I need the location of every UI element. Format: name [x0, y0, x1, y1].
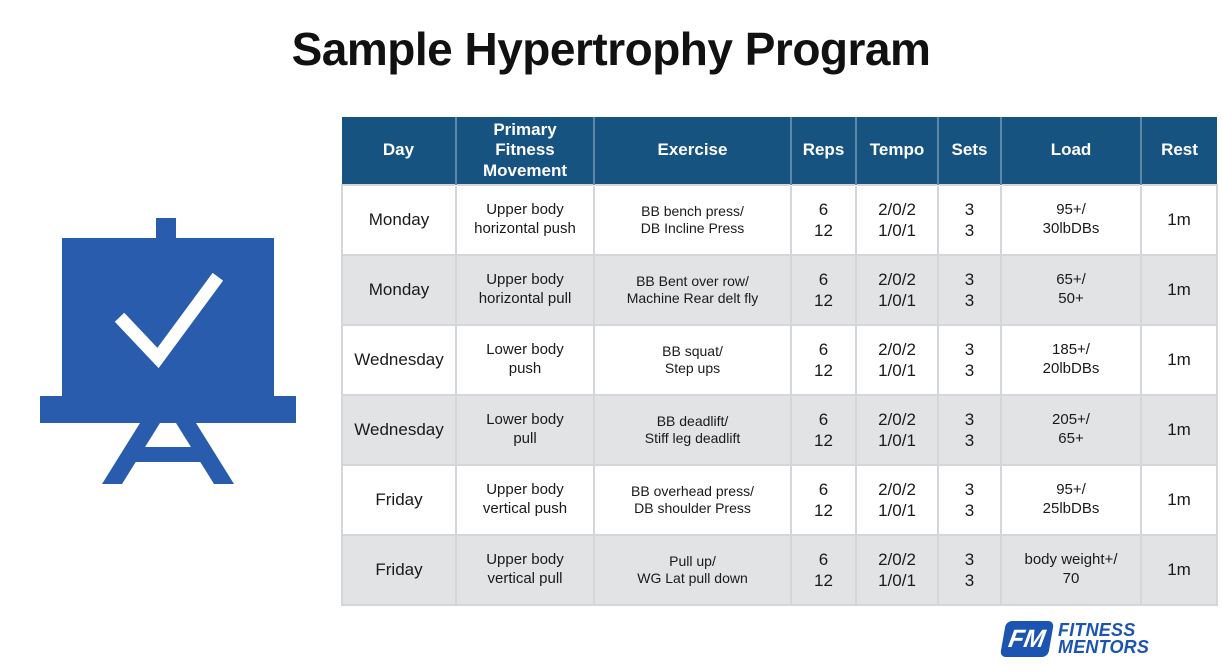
fm-badge-icon: FM [1000, 621, 1054, 657]
program-table [341, 117, 1218, 606]
cell-movement: Lower body pull [456, 395, 594, 465]
cell-rest: 1m [1141, 465, 1217, 535]
cell-tempo: 2/0/2 1/0/1 [856, 255, 938, 325]
table-body [342, 185, 1217, 605]
cell-reps: 6 12 [791, 185, 856, 255]
cell-load: 65+/ 50+ [1001, 255, 1141, 325]
cell-rest: 1m [1141, 325, 1217, 395]
cell-exercise: BB deadlift/ Stiff leg deadlift [594, 395, 791, 465]
cell-rest: 1m [1141, 535, 1217, 605]
column-header: Tempo [856, 117, 938, 185]
column-header: Exercise [594, 117, 791, 185]
logo-line1: FITNESS [1058, 620, 1136, 641]
easel-check-icon [40, 218, 296, 484]
cell-load: 205+/ 65+ [1001, 395, 1141, 465]
cell-reps: 6 12 [791, 395, 856, 465]
cell-rest: 1m [1141, 255, 1217, 325]
cell-exercise: BB Bent over row/ Machine Rear delt fly [594, 255, 791, 325]
cell-sets: 3 3 [938, 255, 1001, 325]
cell-sets: 3 3 [938, 185, 1001, 255]
cell-day: Friday [342, 535, 456, 605]
cell-reps: 6 12 [791, 325, 856, 395]
cell-tempo: 2/0/2 1/0/1 [856, 185, 938, 255]
cell-day: Monday [342, 185, 456, 255]
table-row [342, 395, 1217, 465]
column-header: Day [342, 117, 456, 185]
table-row [342, 255, 1217, 325]
table-header-row [342, 117, 1217, 185]
cell-load: 185+/ 20lbDBs [1001, 325, 1141, 395]
column-header: Reps [791, 117, 856, 185]
cell-reps: 6 12 [791, 535, 856, 605]
cell-tempo: 2/0/2 1/0/1 [856, 395, 938, 465]
cell-rest: 1m [1141, 395, 1217, 465]
table-row [342, 325, 1217, 395]
cell-exercise: Pull up/ WG Lat pull down [594, 535, 791, 605]
column-header: Sets [938, 117, 1001, 185]
table-row [342, 535, 1217, 605]
cell-exercise: BB squat/ Step ups [594, 325, 791, 395]
cell-load: 95+/ 30lbDBs [1001, 185, 1141, 255]
logo-line2: MENTORS [1058, 637, 1150, 657]
cell-day: Wednesday [342, 395, 456, 465]
cell-exercise: BB overhead press/ DB shoulder Press [594, 465, 791, 535]
cell-exercise: BB bench press/ DB Incline Press [594, 185, 791, 255]
program-table-wrap [341, 117, 1218, 606]
cell-load: 95+/ 25lbDBs [1001, 465, 1141, 535]
cell-tempo: 2/0/2 1/0/1 [856, 465, 938, 535]
cell-tempo: 2/0/2 1/0/1 [856, 325, 938, 395]
logo-wordmark [1058, 622, 1149, 655]
column-header: Load [1001, 117, 1141, 185]
cell-movement: Upper body horizontal push [456, 185, 594, 255]
cell-day: Friday [342, 465, 456, 535]
cell-tempo: 2/0/2 1/0/1 [856, 535, 938, 605]
fitness-mentors-logo [1003, 621, 1149, 657]
column-header: Rest [1141, 117, 1217, 185]
cell-rest: 1m [1141, 185, 1217, 255]
cell-load: body weight+/ 70 [1001, 535, 1141, 605]
cell-movement: Lower body push [456, 325, 594, 395]
column-header: Primary Fitness Movement [456, 117, 594, 185]
cell-sets: 3 3 [938, 465, 1001, 535]
cell-day: Monday [342, 255, 456, 325]
table-row [342, 465, 1217, 535]
cell-sets: 3 3 [938, 535, 1001, 605]
cell-movement: Upper body vertical pull [456, 535, 594, 605]
cell-sets: 3 3 [938, 395, 1001, 465]
cell-sets: 3 3 [938, 325, 1001, 395]
page-title: Sample Hypertrophy Program [291, 23, 931, 75]
cell-day: Wednesday [342, 325, 456, 395]
cell-movement: Upper body horizontal pull [456, 255, 594, 325]
table-row [342, 185, 1217, 255]
cell-reps: 6 12 [791, 465, 856, 535]
cell-reps: 6 12 [791, 255, 856, 325]
cell-movement: Upper body vertical push [456, 465, 594, 535]
